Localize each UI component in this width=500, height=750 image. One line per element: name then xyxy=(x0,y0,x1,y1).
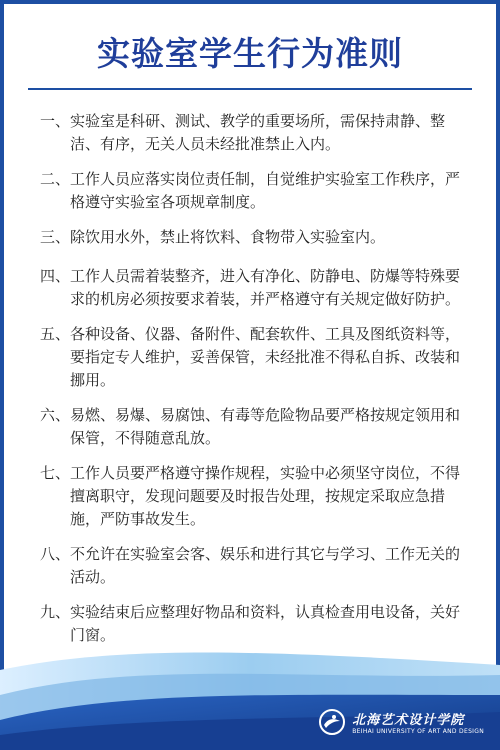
rule-number: 九、 xyxy=(40,603,71,621)
rule-item xyxy=(40,226,468,249)
rule-text: 实验结束后应整理好物品和资料，认真检查用电设备，关好门窗。 xyxy=(70,603,461,644)
rule-number: 七、 xyxy=(40,464,71,482)
rule-number: 五、 xyxy=(40,325,71,343)
university-emblem-icon xyxy=(318,708,346,736)
rule-number: 四、 xyxy=(40,267,71,285)
rule-number: 二、 xyxy=(40,170,71,188)
rule-text: 易燃、易爆、易腐蚀、有毒等危险物品要严格按规定领用和保管，不得随意乱放。 xyxy=(70,406,461,447)
logo-name-cn: 北海艺术设计学院 xyxy=(352,713,465,728)
rule-text: 除饮用水外，禁止将饮料、食物带入实验室内。 xyxy=(70,228,386,246)
rule-text: 各种设备、仪器、备附件、配套软件、工具及图纸资料等，要指定专人维护，妥善保管，未经批准不得私自拆、改装和挪用。 xyxy=(70,325,461,389)
logo-text xyxy=(352,709,484,735)
title-divider xyxy=(28,88,472,90)
rule-item xyxy=(40,462,468,531)
rule-text: 不允许在实验室会客、娱乐和进行其它与学习、工作无关的活动。 xyxy=(70,545,461,586)
rule-number: 一、 xyxy=(40,112,71,130)
page-title: 实验室学生行为准则 xyxy=(97,34,403,73)
rule-text: 工作人员应落实岗位责任制，自觉维护实验室工作秩序，严格遵守实验室各项规章制度。 xyxy=(70,170,461,211)
rules-list xyxy=(40,110,468,647)
logo-name-en: BEIHAI UNIVERSITY OF ART AND DESIGN xyxy=(352,728,484,735)
rule-number: 六、 xyxy=(40,406,71,424)
rule-number: 三、 xyxy=(40,228,71,246)
rule-item xyxy=(40,110,468,156)
rule-text: 实验室是科研、测试、教学的重要场所，需保持肃静、整洁、有序，无关人员未经批准禁止入内。 xyxy=(70,112,446,153)
rule-text: 工作人员要严格遵守操作规程，实验中必须坚守岗位，不得擅离职守，发现问题要及时报告处理，按规定采取应急措施，严防事故发生。 xyxy=(70,464,461,528)
rule-number: 八、 xyxy=(40,545,71,563)
rule-item xyxy=(40,543,468,589)
rule-item xyxy=(40,404,468,450)
rule-item xyxy=(40,323,468,392)
rule-text: 工作人员需着装整齐，进入有净化、防静电、防爆等特殊要求的机房必须按要求着装，并严格遵守有关规定做好防护。 xyxy=(70,267,461,308)
university-logo xyxy=(318,708,484,736)
rule-item xyxy=(40,265,468,311)
rule-item xyxy=(40,168,468,214)
